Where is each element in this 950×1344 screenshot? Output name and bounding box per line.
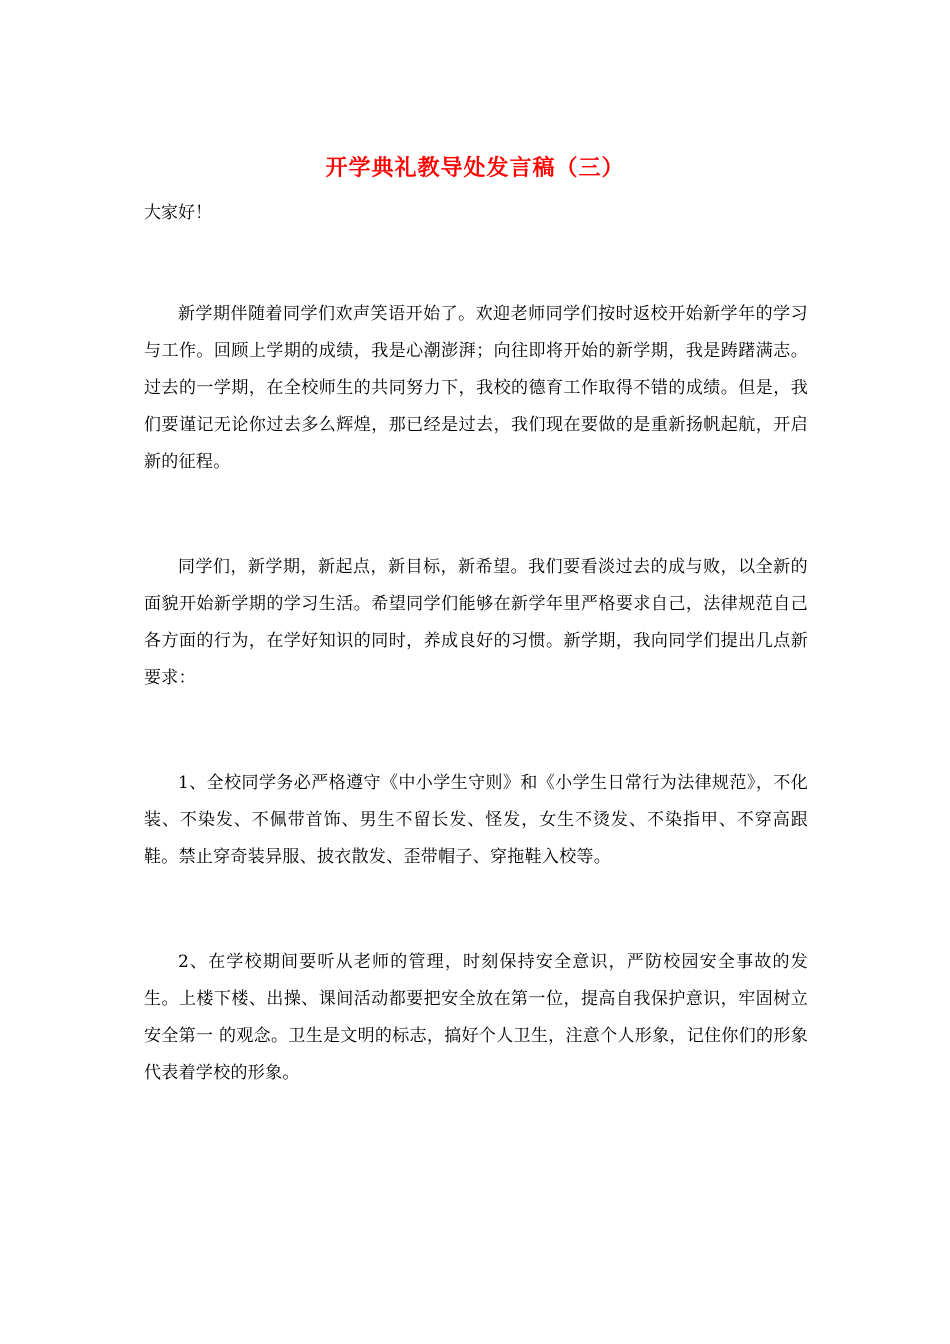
paragraph-intro: 新学期伴随着同学们欢声笑语开始了。欢迎老师同学们按时返校开始新学年的学习与工作。回顾上学期的成绩，我是心潮澎湃；向往即将开始的新学期，我是踌躇满志。过去的一学期，在全校师生的共同努力下，我校的德育工作取得不错的成绩。但是，我们要谨记无论你过去多么辉煌，那已经是过去，我们现在要做的是重新扬帆起航，开启新的征程。 [144, 304, 808, 472]
document-title: 开学典礼教导处发言稿（三） [325, 155, 625, 181]
paragraph-requirement-2: 2、在学校期间要听从老师的管理，时刻保持安全意识，严防校园安全事故的发生。上楼下楼、出操、课间活动都要把安全放在第一位，提高自我保护意识，牢固树立 安全第一 的观念。卫生是文明的标志，搞好个人卫生，注意个人形象，记住你们的形象代表着学校的形象。 [144, 952, 808, 1083]
greeting: 大家好！ [144, 203, 212, 223]
paragraph-requirement-1: 1、全校同学务必严格遵守《中小学生守则》和《小学生日常行为法律规范》，不化装、不染发、不佩带首饰、男生不留长发、怪发，女生不烫发、不染指甲、不穿高跟鞋。禁止穿奇装异服、披衣散发、歪带帽子、穿拖鞋入校等。 [144, 773, 808, 867]
paragraph-new-semester: 同学们，新学期，新起点，新目标，新希望。我们要看淡过去的成与败，以全新的面貌开始新学期的学习生活。希望同学们能够在新学年里严格要求自己，法律规范自己各方面的行为，在学好知识的同时，养成良好的习惯。新学期，我向同学们提出几点新要求： [144, 557, 808, 688]
